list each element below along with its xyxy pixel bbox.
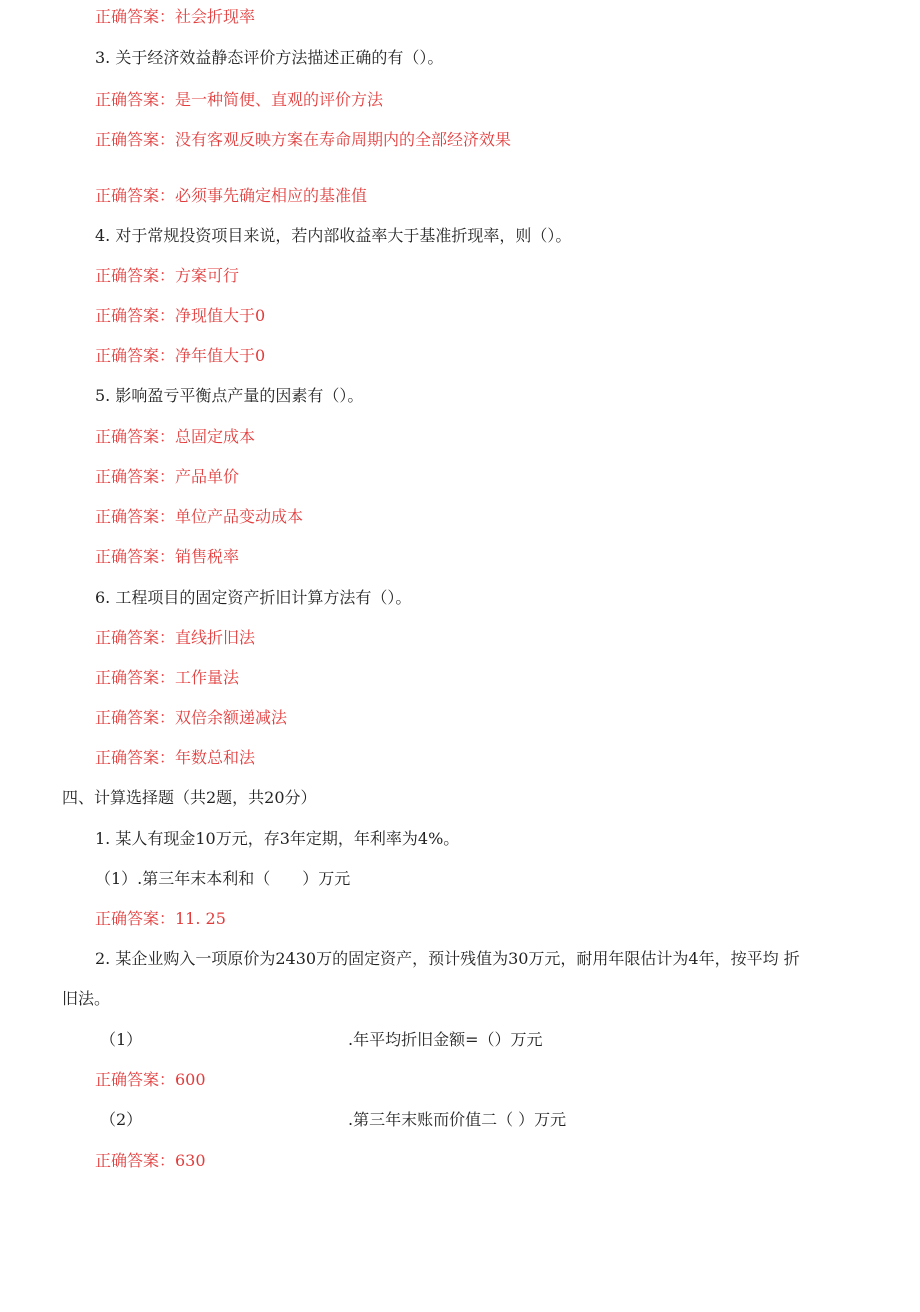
subquestion-number: （1） xyxy=(100,1030,143,1049)
answer-line: 正确答案：630 xyxy=(95,1151,206,1170)
answer-line: 正确答案：年数总和法 xyxy=(95,748,256,767)
question-3: 3. 关于经济效益静态评价方法描述正确的有（）。 xyxy=(95,48,444,67)
answer-line: 正确答案：双倍余额递减法 xyxy=(95,708,288,727)
answer-line: 正确答案：工作量法 xyxy=(95,668,240,687)
subquestion-text: .年平均折旧金额=（）万元 xyxy=(348,1030,543,1049)
answer-line: 正确答案：方案可行 xyxy=(95,266,240,285)
answer-line: 正确答案：社会折现率 xyxy=(95,7,256,26)
subquestion-number: （2） xyxy=(100,1110,143,1129)
question-4: 4. 对于常规投资项目来说，若内部收益率大于基准折现率，则（）。 xyxy=(95,226,572,245)
answer-line: 正确答案：600 xyxy=(95,1070,206,1089)
calc-question-2-continued: 旧法。 xyxy=(62,989,111,1008)
calc-question-2: 2. 某企业购入一项原价为2430万的固定资产，预计残值为30万元，耐用年限估计为4年，按平均 折 xyxy=(95,949,800,968)
answer-line: 正确答案：净年值大于0 xyxy=(95,346,266,365)
answer-line: 正确答案：11. 25 xyxy=(95,909,226,928)
answer-line: 正确答案：总固定成本 xyxy=(95,427,256,446)
section-heading: 四、计算选择题（共2题，共20分） xyxy=(62,788,317,807)
answer-line: 正确答案：产品单价 xyxy=(95,467,240,486)
subquestion-text: .第三年末账而价值二（ ）万元 xyxy=(348,1110,567,1129)
answer-line: 正确答案：必须事先确定相应的基准值 xyxy=(95,186,368,205)
question-5: 5. 影响盈亏平衡点产量的因素有（）。 xyxy=(95,386,364,405)
answer-line: 正确答案：直线折旧法 xyxy=(95,628,256,647)
answer-line: 正确答案：净现值大于0 xyxy=(95,306,266,325)
answer-line: 正确答案：单位产品变动成本 xyxy=(95,507,304,526)
calc-subquestion-1: （1）.第三年末本利和（ ）万元 xyxy=(95,869,351,888)
answer-line: 正确答案：没有客观反映方案在寿命周期内的全部经济效果 xyxy=(95,130,512,149)
answer-line: 正确答案：是一种简便、直观的评价方法 xyxy=(95,90,384,109)
calc-question-1: 1. 某人有现金10万元，存3年定期，年利率为4%。 xyxy=(95,829,460,848)
question-6: 6. 工程项目的固定资产折旧计算方法有（）。 xyxy=(95,588,412,607)
answer-line: 正确答案：销售税率 xyxy=(95,547,240,566)
